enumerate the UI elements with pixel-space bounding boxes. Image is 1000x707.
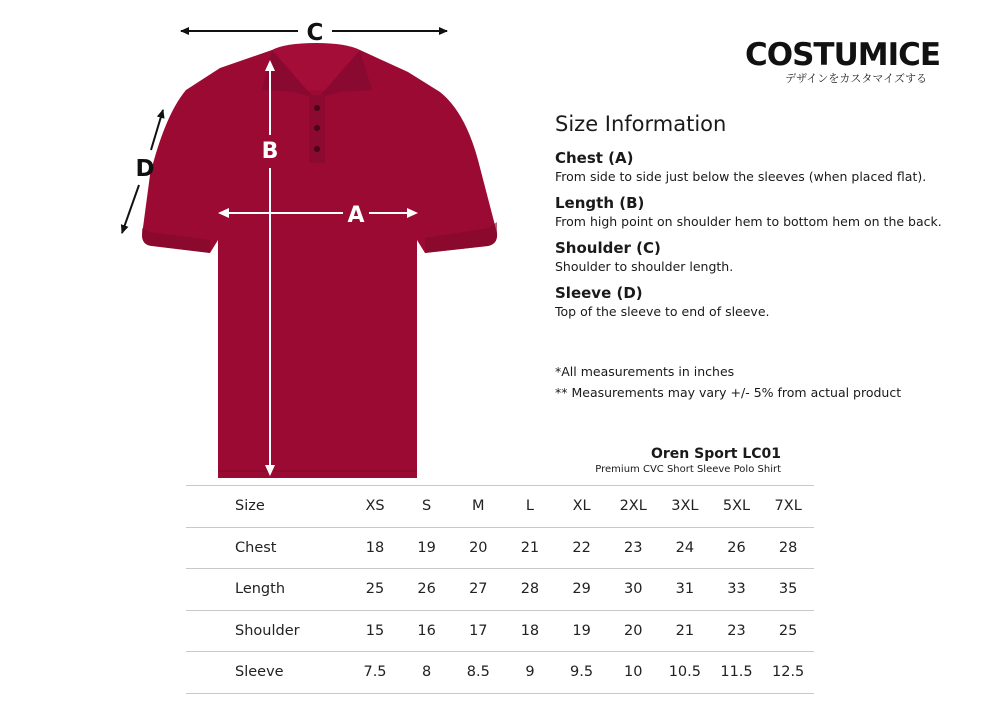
measurement-cell: 10 bbox=[607, 652, 659, 694]
measurement-cell: 7.5 bbox=[349, 652, 401, 694]
note-variance: ** Measurements may vary +/- 5% from actual product bbox=[555, 385, 902, 400]
measurement-cell: 23 bbox=[711, 610, 763, 652]
measurement-cell: 8.5 bbox=[452, 652, 504, 694]
product-name: Oren Sport LC01 bbox=[650, 446, 781, 462]
size-header-cell: XL bbox=[556, 486, 608, 528]
measurement-cell: 26 bbox=[401, 569, 453, 611]
measurement-notes bbox=[555, 361, 901, 403]
brand-logo bbox=[745, 37, 941, 86]
measurement-name: Length (B) bbox=[555, 194, 645, 212]
shirt-diagram bbox=[0, 0, 560, 490]
measurement-cell: 24 bbox=[659, 527, 711, 569]
size-header-cell: M bbox=[452, 486, 504, 528]
measurement-cell: 28 bbox=[762, 527, 814, 569]
measurement-cell: 35 bbox=[762, 569, 814, 611]
size-header-cell: L bbox=[504, 486, 556, 528]
measurement-cell: 33 bbox=[711, 569, 763, 611]
size-header-cell: 5XL bbox=[711, 486, 763, 528]
table-row-sleeve bbox=[186, 652, 814, 694]
measurement-cell: 9.5 bbox=[556, 652, 608, 694]
measurement-cell: 10.5 bbox=[659, 652, 711, 694]
measurement-cell: 22 bbox=[556, 527, 608, 569]
table-row-shoulder bbox=[186, 610, 814, 652]
measurement-cell: 11.5 bbox=[711, 652, 763, 694]
label-a: A bbox=[347, 203, 365, 228]
measurement-cell: 12.5 bbox=[762, 652, 814, 694]
product-description: Premium CVC Short Sleeve Polo Shirt bbox=[595, 464, 781, 475]
label-c: C bbox=[306, 20, 324, 46]
measurement-cell: 20 bbox=[452, 527, 504, 569]
measurement-cell: 18 bbox=[504, 610, 556, 652]
size-header-cell: 2XL bbox=[607, 486, 659, 528]
label-b: B bbox=[261, 139, 279, 164]
measurement-cell: 28 bbox=[504, 569, 556, 611]
row-label: Chest bbox=[186, 527, 349, 569]
measurement-cell: 26 bbox=[711, 527, 763, 569]
measurement-cell: 20 bbox=[607, 610, 659, 652]
measurement-cell: 18 bbox=[349, 527, 401, 569]
measurement-length bbox=[555, 193, 975, 230]
measurement-chest bbox=[555, 148, 975, 185]
measurement-name: Sleeve (D) bbox=[555, 284, 643, 302]
label-d: D bbox=[135, 156, 155, 182]
measurement-sleeve bbox=[555, 283, 975, 320]
row-label: Sleeve bbox=[186, 652, 349, 694]
row-label: Size bbox=[186, 486, 349, 528]
measurement-cell: 9 bbox=[504, 652, 556, 694]
product-info bbox=[595, 445, 781, 477]
measurement-desc: From side to side just below the sleeves (when placed flat). bbox=[555, 169, 927, 184]
size-header-cell: 7XL bbox=[762, 486, 814, 528]
info-title: Size Information bbox=[555, 112, 727, 136]
size-header-cell: XS bbox=[349, 486, 401, 528]
measurement-cell: 19 bbox=[556, 610, 608, 652]
measurement-cell: 25 bbox=[762, 610, 814, 652]
table-row-size bbox=[186, 486, 814, 528]
brand-name: COSTUMICE bbox=[745, 37, 941, 73]
size-header-cell: S bbox=[401, 486, 453, 528]
measurement-cell: 30 bbox=[607, 569, 659, 611]
table-row-chest bbox=[186, 527, 814, 569]
polo-shirt-illustration bbox=[0, 0, 560, 490]
measurement-cell: 31 bbox=[659, 569, 711, 611]
measurement-cell: 8 bbox=[401, 652, 453, 694]
measurement-cell: 21 bbox=[659, 610, 711, 652]
measurement-cell: 21 bbox=[504, 527, 556, 569]
measurement-cell: 23 bbox=[607, 527, 659, 569]
measurement-cell: 27 bbox=[452, 569, 504, 611]
measurement-shoulder bbox=[555, 238, 975, 275]
measurement-cell: 17 bbox=[452, 610, 504, 652]
measurement-cell: 29 bbox=[556, 569, 608, 611]
measurement-name: Chest (A) bbox=[555, 149, 634, 167]
measurement-desc: From high point on shoulder hem to bottom hem on the back. bbox=[555, 214, 942, 229]
row-label: Length bbox=[186, 569, 349, 611]
size-chart-table bbox=[186, 485, 814, 694]
measurement-desc: Shoulder to shoulder length. bbox=[555, 259, 734, 274]
note-units: *All measurements in inches bbox=[555, 364, 735, 379]
measurement-desc: Top of the sleeve to end of sleeve. bbox=[555, 304, 770, 319]
measurement-cell: 25 bbox=[349, 569, 401, 611]
measurement-name: Shoulder (C) bbox=[555, 239, 661, 257]
measurement-cell: 15 bbox=[349, 610, 401, 652]
row-label: Shoulder bbox=[186, 610, 349, 652]
table-row-length bbox=[186, 569, 814, 611]
size-header-cell: 3XL bbox=[659, 486, 711, 528]
brand-tagline: デザインをカスタマイズする bbox=[785, 72, 927, 85]
measurement-cell: 16 bbox=[401, 610, 453, 652]
size-information bbox=[555, 112, 975, 328]
measurement-cell: 19 bbox=[401, 527, 453, 569]
